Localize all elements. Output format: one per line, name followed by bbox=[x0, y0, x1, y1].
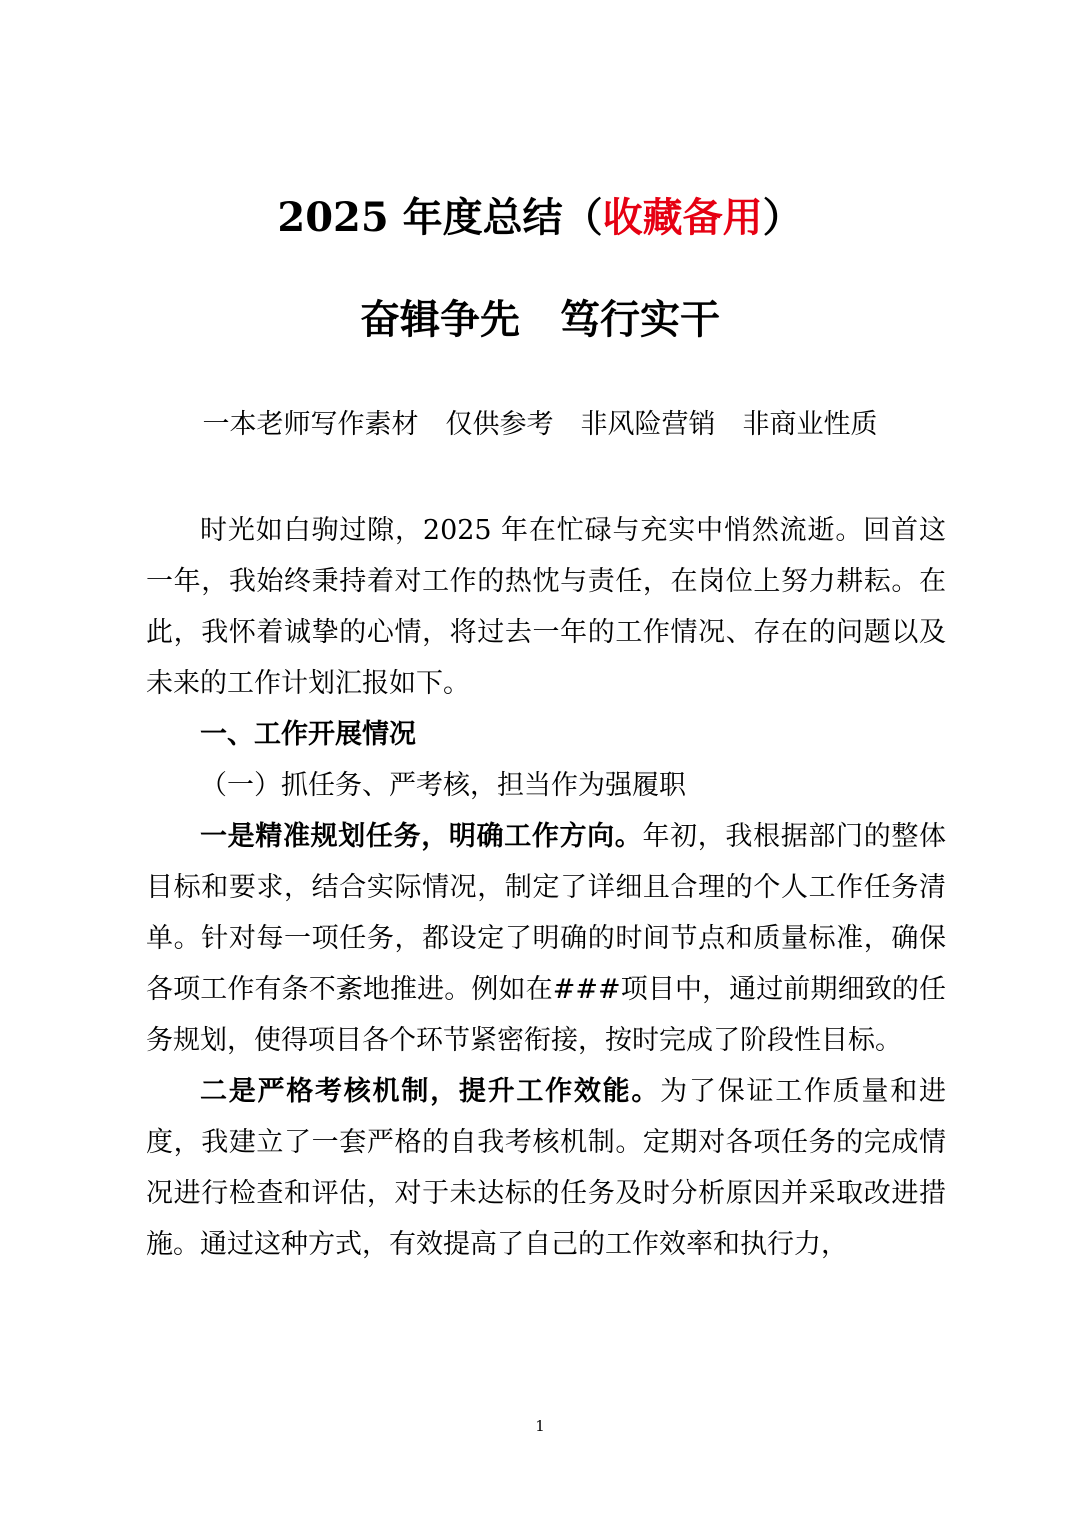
point-paragraph-2 bbox=[146, 1066, 946, 1270]
point-lead-1: 一是精准规划任务，明确工作方向。 bbox=[200, 821, 643, 852]
point-lead-2: 二是严格考核机制，提升工作效能。 bbox=[200, 1076, 661, 1107]
document-subtitle: 奋辑争先 笃行实干 bbox=[360, 296, 720, 343]
point-text-2: 为了保证工作质量和进度，我建立了一套严格的自我考核机制。定期对各项任务的完成情况进行检查和评估，对于未达标的任务及时分析原因并采取改进措施。通过这种方式，有效提高了自己的工作效率和执行力， bbox=[146, 1076, 947, 1260]
point-paragraph-1 bbox=[146, 811, 946, 1066]
document-body bbox=[146, 505, 946, 1270]
intro-paragraph: 时光如白驹过隙，2025 年在忙碌与充实中悄然流逝。回首这一年，我始终秉持着对工作的热忱与责任，在岗位上努力耕耘。在此，我怀着诚挚的心情，将过去一年的工作情况、存在的问题以及未来的工作计划汇报如下。 bbox=[146, 515, 946, 699]
subsection-heading: （一）抓任务、严考核，担当作为强履职 bbox=[200, 770, 686, 801]
section-heading: 一、工作开展情况 bbox=[200, 719, 416, 750]
title-suffix: ） bbox=[762, 194, 803, 241]
point-text-1: 年初，我根据部门的整体目标和要求，结合实际情况，制定了详细且合理的个人工作任务清单。针对每一项任务，都设定了明确的时间节点和质量标准，确保各项工作有条不紊地推进。例如在###项目中，通过前期细致的任务规划，使得项目各个环节紧密衔接，按时完成了阶段性目标。 bbox=[146, 821, 947, 1056]
document-title bbox=[0, 190, 1080, 246]
page-number: 1 bbox=[535, 1417, 545, 1435]
disclaimer-line: 一本老师写作素材 仅供参考 非风险营销 非商业性质 bbox=[202, 409, 878, 440]
title-prefix: 2025 年度总结（ bbox=[277, 194, 603, 241]
title-highlight: 收藏备用 bbox=[602, 194, 763, 241]
